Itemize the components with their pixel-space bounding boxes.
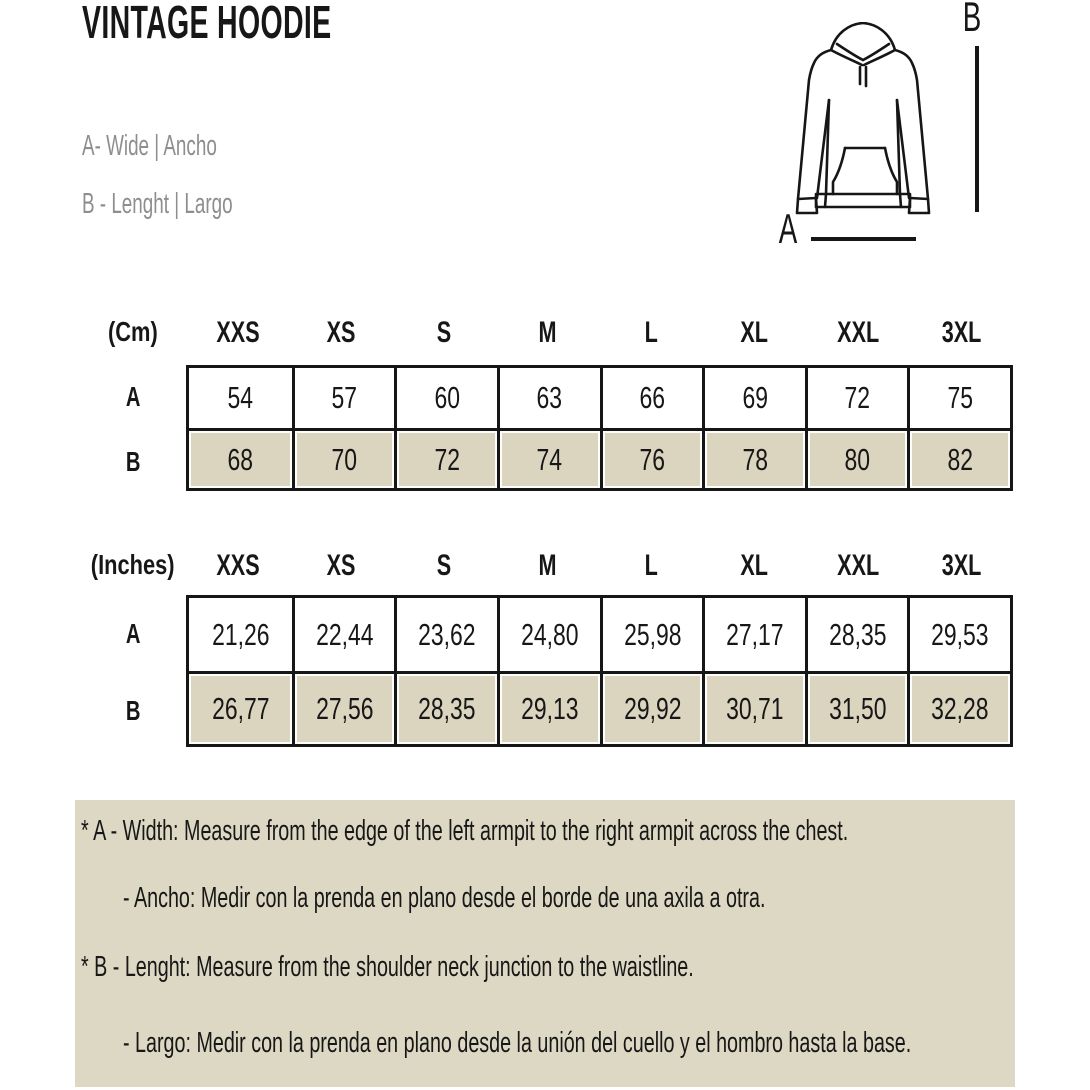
cm-row-labels [86, 365, 180, 494]
table-cell: 68 [189, 428, 292, 488]
size-header: L [644, 549, 658, 582]
cm-unit-label: (Cm) [108, 316, 158, 347]
table-cell: 29,92 [600, 671, 703, 744]
table-cell: 31,50 [805, 671, 908, 744]
size-header: XS [326, 316, 356, 349]
table-cell: 24,80 [497, 598, 600, 671]
inches-size-table [186, 595, 1013, 747]
note-length-es: - Largo: Medir con la prenda en plano desde la unión del cuello y el hombro hasta la base. [123, 1027, 912, 1059]
table-cell: 21,26 [189, 598, 292, 671]
dimension-label-a: A [778, 205, 798, 252]
inches-row-b-label: B [125, 695, 141, 727]
table-cell: 32,28 [907, 671, 1010, 744]
size-header: XXS [216, 549, 260, 582]
legend-a: A- Wide | Ancho [82, 130, 217, 162]
inches-unit-label: (Inches) [91, 549, 175, 580]
dimension-line-a [811, 237, 916, 241]
page-title-text: VINTAGE HOODIE [82, 0, 332, 48]
cm-row-b-label: B [125, 445, 141, 477]
size-header: XXL [836, 549, 879, 582]
note-length-en: * B - Lenght: Measure from the shoulder neck junction to the waistline. [81, 951, 694, 983]
table-cell: 75 [907, 368, 1010, 428]
table-cell: 76 [600, 428, 703, 488]
size-header: M [538, 316, 557, 349]
size-header: M [538, 549, 557, 582]
table-cell: 29,13 [497, 671, 600, 744]
table-cell: 28,35 [805, 598, 908, 671]
cm-size-header-row [186, 316, 1013, 348]
inches-row-labels [86, 595, 180, 750]
table-cell: 29,53 [907, 598, 1010, 671]
table-cell: 57 [292, 368, 395, 428]
table-cell: 72 [394, 428, 497, 488]
table-cell: 69 [702, 368, 805, 428]
table-cell: 27,56 [292, 671, 395, 744]
size-header: XS [326, 549, 356, 582]
table-cell: 28,35 [394, 671, 497, 744]
measurement-notes-panel [75, 800, 1015, 1087]
page-title [82, 0, 484, 48]
size-header: XL [740, 549, 769, 582]
table-cell: 82 [907, 428, 1010, 488]
dimension-line-b [975, 46, 979, 212]
size-header: 3XL [941, 549, 982, 582]
size-header: S [437, 316, 452, 349]
table-cell: 25,98 [600, 598, 703, 671]
legend-b: B - Lenght | Largo [82, 188, 233, 220]
table-cell: 66 [600, 368, 703, 428]
hoodie-outline-icon [786, 22, 940, 218]
table-cell: 22,44 [292, 598, 395, 671]
size-header: L [644, 316, 658, 349]
table-cell: 60 [394, 368, 497, 428]
note-width-es: - Ancho: Medir con la prenda en plano desde el borde de una axila a otra. [123, 882, 766, 914]
size-header: XL [740, 316, 769, 349]
cm-row-a-label: A [125, 381, 141, 413]
note-width-en: * A - Width: Measure from the edge of the left armpit to the right armpit across the chest. [81, 815, 849, 847]
table-cell: 72 [805, 368, 908, 428]
size-header: XXL [836, 316, 879, 349]
table-cell: 30,71 [702, 671, 805, 744]
table-cell: 78 [702, 428, 805, 488]
table-cell: 54 [189, 368, 292, 428]
table-cell: 27,17 [702, 598, 805, 671]
size-header: S [437, 549, 452, 582]
table-cell: 74 [497, 428, 600, 488]
table-cell: 80 [805, 428, 908, 488]
cm-size-table [186, 365, 1013, 491]
table-cell: 63 [497, 368, 600, 428]
inches-size-header-row [186, 549, 1013, 581]
inches-row-a-label: A [125, 617, 141, 649]
table-cell: 26,77 [189, 671, 292, 744]
size-header: 3XL [941, 316, 982, 349]
size-header: XXS [216, 316, 260, 349]
table-cell: 70 [292, 428, 395, 488]
dimension-label-b: B [962, 0, 982, 40]
table-cell: 23,62 [394, 598, 497, 671]
